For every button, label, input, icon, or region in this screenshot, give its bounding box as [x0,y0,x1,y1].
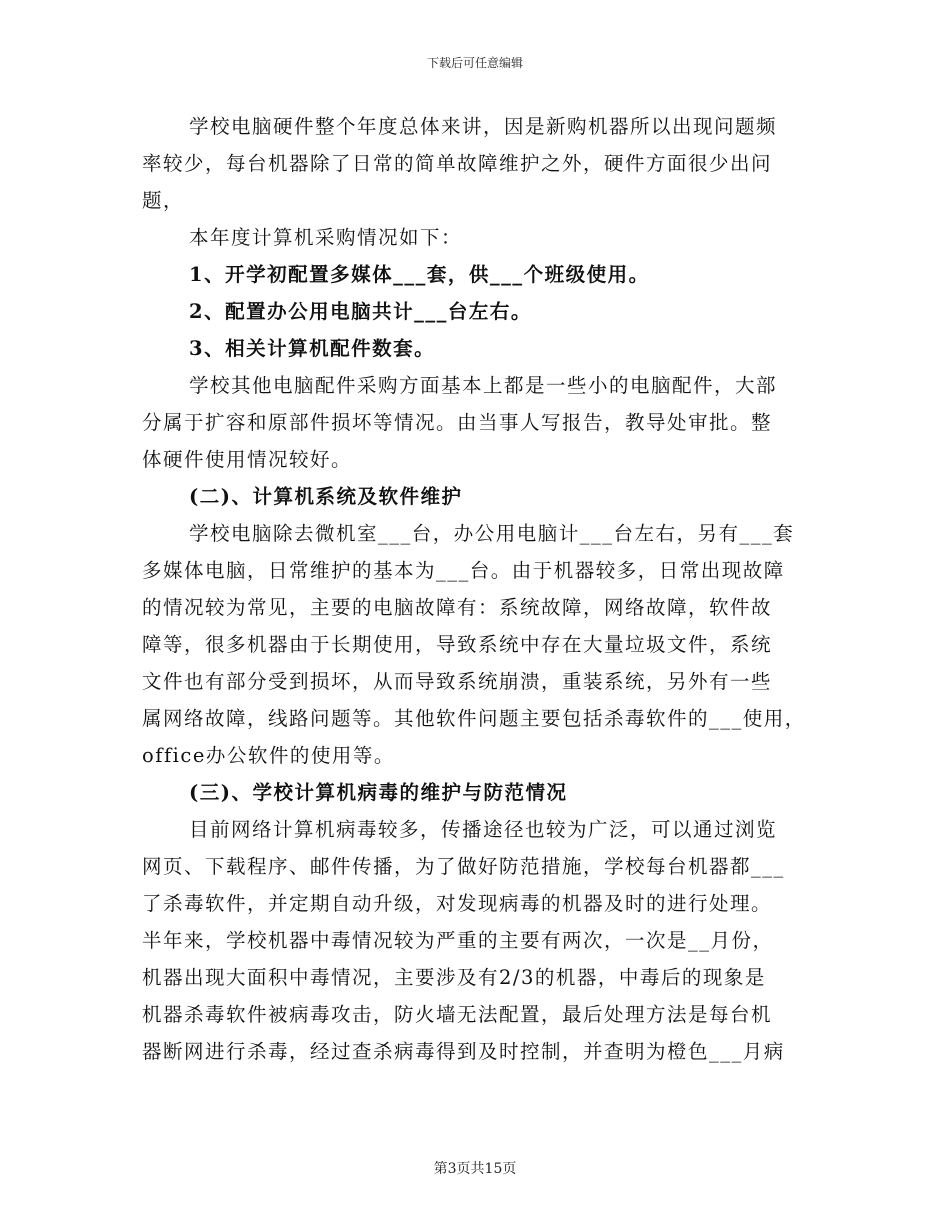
page-header: 下载后可任意编辑 [426,56,523,70]
paragraph-line: 文件也有部分受到损坏，从而导致系统崩溃，重装系统，另外有一些 [142,670,773,693]
paragraph-line: office办公软件的使用等。 [142,744,395,767]
paragraph-line: 本年度计算机采购情况如下： [189,226,463,249]
paragraph-line: 障等，很多机器由于长期使用，导致系统中存在大量垃圾文件，系统 [142,633,773,656]
list-item: 1、开学初配置多媒体___套，供___个班级使用。 [189,263,650,286]
paragraph-line: 器断网进行杀毒，经过查杀病毒得到及时控制，并查明为橙色___月病 [142,1040,785,1063]
paragraph-line: 网页、下载程序、邮件传播，为了做好防范措施，学校每台机器都___ [142,855,785,878]
paragraph-line: 机器杀毒软件被病毒攻击，防火墙无法配置，最后处理方法是每台机 [142,1003,773,1026]
paragraph-line: 目前网络计算机病毒较多，传播途径也较为广泛，可以通过浏览 [189,818,778,841]
paragraph-line: 多媒体电脑，日常维护的基本为___台。由于机器较多，日常出现故障 [142,559,785,582]
paragraph-line: 机器出现大面积中毒情况，主要涉及有2/3的机器，中毒后的现象是 [142,966,766,989]
paragraph-line: 半年来，学校机器中毒情况较为严重的主要有两次，一次是__月份， [142,929,774,952]
paragraph-line: 学校其他电脑配件采购方面基本上都是一些小的电脑配件，大部 [189,374,778,397]
section-heading: (二)、计算机系统及软件维护 [189,485,463,508]
list-item: 3、相关计算机配件数套。 [189,337,436,360]
paragraph-line: 学校电脑硬件整个年度总体来讲，因是新购机器所以出现问题频 [189,115,778,138]
paragraph-line: 的情况较为常见，主要的电脑故障有：系统故障，网络故障，软件故 [142,596,773,619]
paragraph-line: 题， [142,189,185,212]
section-heading: (三)、学校计算机病毒的维护与防范情况 [189,781,568,804]
paragraph-line: 属网络故障，线路问题等。其他软件问题主要包括杀毒软件的___使用， [142,707,806,730]
page-number: 第3页共15页 [433,1161,517,1177]
paragraph-line: 了杀毒软件，并定期自动升级，对发现病毒的机器及时的进行处理。 [142,892,773,915]
list-item: 2、配置办公用电脑共计___台左右。 [189,300,532,323]
document-body [142,108,812,1070]
paragraph-line: 率较少，每台机器除了日常的简单故障维护之外，硬件方面很少出问 [142,152,773,175]
paragraph-line: 学校电脑除去微机室___台，办公用电脑计___台左右，另有___套 [189,522,795,545]
paragraph-line: 分属于扩容和原部件损坏等情况。由当事人写报告，教导处审批。整 [142,411,773,434]
paragraph-line: 体硬件使用情况较好。 [142,448,353,471]
